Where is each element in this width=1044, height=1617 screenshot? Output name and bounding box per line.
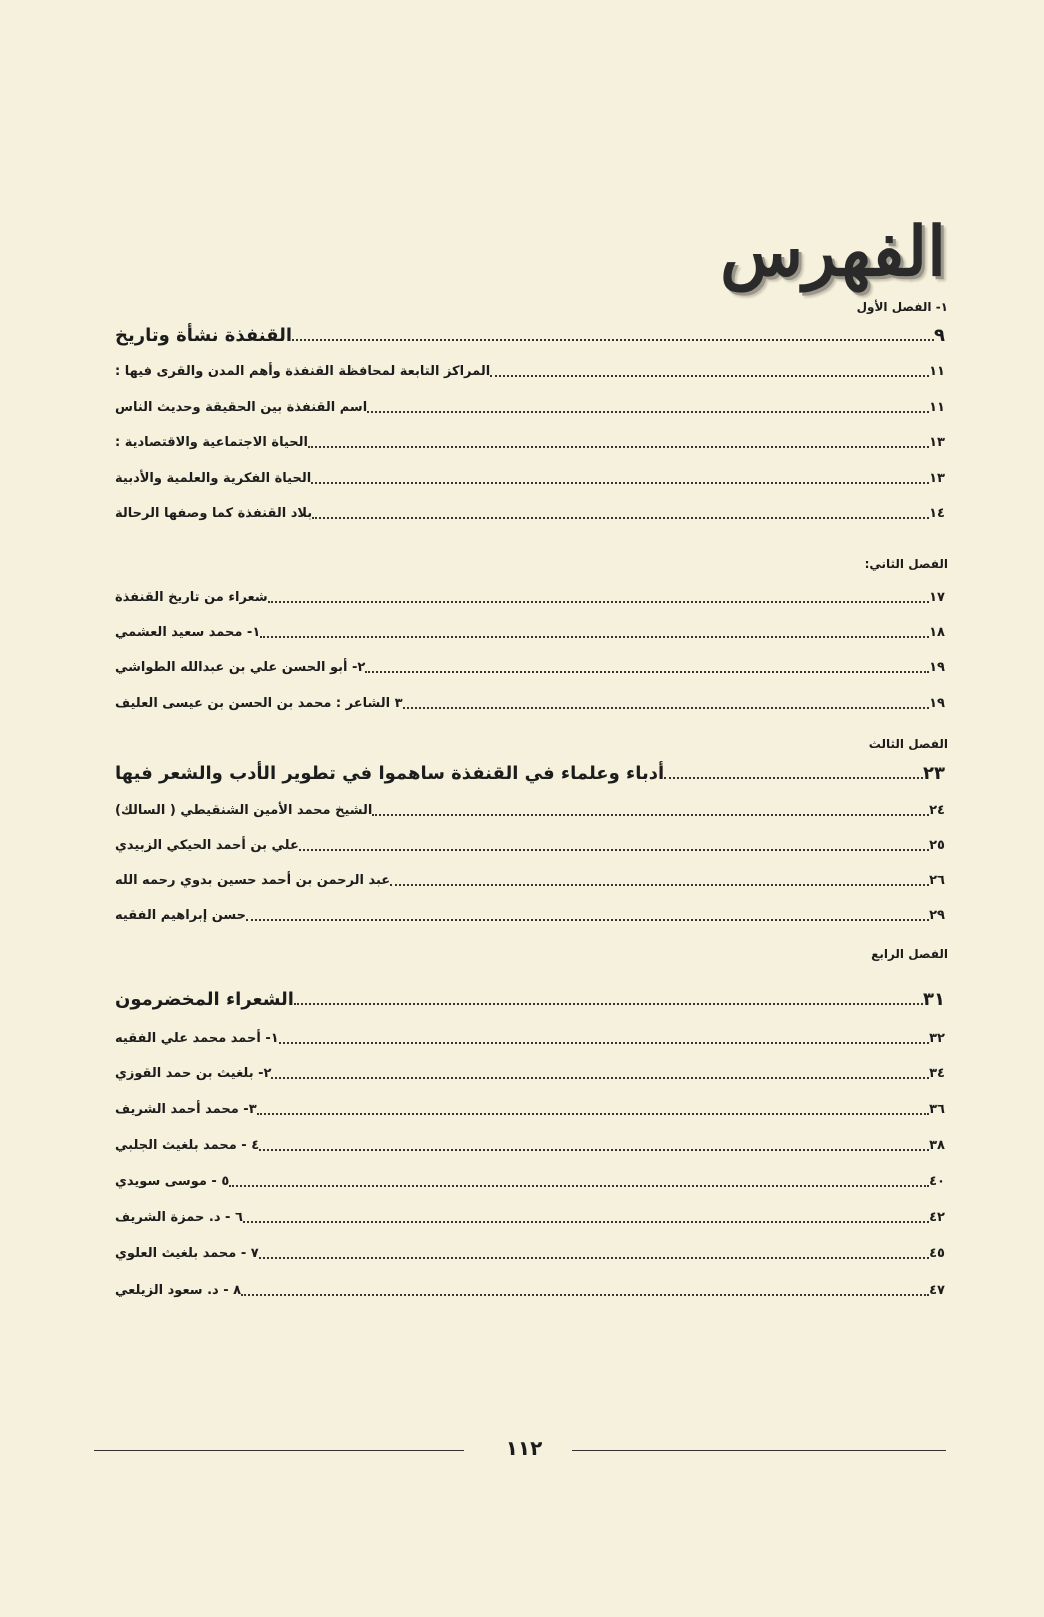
entry-page: ٤٢ bbox=[929, 1210, 945, 1225]
entry-page: ٣٢ bbox=[929, 1031, 945, 1046]
leader-dots bbox=[490, 375, 929, 377]
entry-title: أدباء وعلماء في القنفذة ساهموا في تطوير الأدب والشعر فيها bbox=[115, 763, 665, 784]
leader-dots bbox=[403, 707, 930, 709]
toc-entry bbox=[112, 1277, 948, 1301]
toc-entry bbox=[112, 1240, 948, 1264]
leader-dots bbox=[241, 1294, 929, 1296]
entry-page: ١٨ bbox=[929, 625, 945, 640]
entry-page: ١٧ bbox=[929, 590, 945, 605]
leader-dots bbox=[299, 849, 929, 851]
entry-page: ٢٤ bbox=[929, 803, 945, 818]
entry-title: ٢- بلغيث بن حمد القوزي bbox=[115, 1066, 272, 1081]
toc-entry-major bbox=[112, 760, 948, 784]
entry-page: ٤٥ bbox=[929, 1246, 945, 1261]
toc-entry bbox=[112, 358, 948, 382]
leader-dots bbox=[390, 884, 929, 886]
entry-title: الحياة الفكرية والعلمية والأدبية bbox=[115, 471, 312, 486]
entry-page: ٣١ bbox=[923, 989, 945, 1010]
leader-dots bbox=[246, 919, 929, 921]
entry-title: ٣ الشاعر : محمد بن الحسن بن عيسى العليف bbox=[115, 696, 403, 711]
chapter-heading-3: الفصل الثالث bbox=[868, 737, 948, 751]
leader-dots bbox=[243, 1221, 929, 1223]
toc-entry bbox=[112, 867, 948, 891]
leader-dots bbox=[365, 671, 929, 673]
entry-title: بلاد القنفذة كما وصفها الرحالة bbox=[115, 506, 313, 521]
toc-entry bbox=[112, 584, 948, 608]
leader-dots bbox=[268, 601, 929, 603]
toc-entry bbox=[112, 1132, 948, 1156]
toc-entry bbox=[112, 902, 948, 926]
leader-dots bbox=[257, 1113, 930, 1115]
leader-dots bbox=[259, 1257, 929, 1259]
entry-page: ١٩ bbox=[929, 660, 945, 675]
entry-page: ٤٧ bbox=[929, 1283, 945, 1298]
toc-entry bbox=[112, 1204, 948, 1228]
toc-entry bbox=[112, 1096, 948, 1120]
leader-dots bbox=[312, 517, 929, 519]
entry-page: ٣٦ bbox=[929, 1102, 945, 1117]
toc-entry bbox=[112, 500, 948, 524]
entry-title: الشعراء المخضرمون bbox=[115, 989, 294, 1010]
entry-title: ٥ - موسى سويدي bbox=[115, 1174, 230, 1189]
entry-title: ٦ - د. حمزة الشريف bbox=[115, 1210, 243, 1225]
leader-dots bbox=[259, 1149, 929, 1151]
toc-entry bbox=[112, 832, 948, 856]
page-number: ١١٢ bbox=[505, 1436, 543, 1460]
entry-title: عبد الرحمن بن أحمد حسين بدوي رحمه الله bbox=[115, 873, 391, 888]
entry-page: ٣٤ bbox=[929, 1066, 945, 1081]
entry-title: ١- محمد سعيد العشمي bbox=[115, 625, 261, 640]
leader-dots bbox=[260, 636, 929, 638]
entry-page: ١٣ bbox=[929, 471, 945, 486]
toc-entry bbox=[112, 1060, 948, 1084]
leader-dots bbox=[271, 1077, 929, 1079]
entry-title: علي بن أحمد الحيكي الزبيدي bbox=[115, 838, 299, 853]
entry-title: اسم القنفذة بين الحقيقة وحديث الناس bbox=[115, 400, 368, 415]
chapter-heading-2: الفصل الثاني: bbox=[864, 557, 948, 571]
leader-dots bbox=[292, 339, 934, 341]
entry-title: حسن إبراهيم الفقيه bbox=[115, 908, 246, 923]
entry-title: ١- أحمد محمد علي الفقيه bbox=[115, 1031, 279, 1046]
leader-dots bbox=[367, 411, 929, 413]
entry-title: الشيخ محمد الأمين الشنقيطي ( السالك) bbox=[115, 803, 373, 818]
leader-dots bbox=[308, 446, 929, 448]
leader-dots bbox=[664, 777, 923, 779]
entry-title: القنفذة نشأة وتاريخ bbox=[115, 325, 293, 346]
entry-page: ٢٣ bbox=[923, 763, 945, 784]
chapter-heading-4: الفصل الرابع bbox=[871, 947, 948, 961]
toc-entry bbox=[112, 1168, 948, 1192]
entry-title: شعراء من تاريخ القنفذة bbox=[115, 590, 268, 605]
toc-entry bbox=[112, 690, 948, 714]
entry-page: ٣٨ bbox=[929, 1138, 945, 1153]
entry-title: ٨ - د. سعود الزيلعي bbox=[115, 1283, 242, 1298]
toc-entry bbox=[112, 465, 948, 489]
toc-entry bbox=[112, 654, 948, 678]
leader-dots bbox=[279, 1042, 929, 1044]
entry-title: ٢- أبو الحسن علي بن عبدالله الطواشي bbox=[115, 660, 366, 675]
toc-entry-major bbox=[112, 986, 948, 1010]
chapter-heading-1: ١- الفصل الأول bbox=[856, 300, 948, 314]
page-title: الفهرس bbox=[720, 212, 946, 292]
footer-rule-right bbox=[572, 1450, 946, 1451]
toc-entry bbox=[112, 394, 948, 418]
footer-rule-left bbox=[94, 1450, 464, 1451]
toc-entry-major bbox=[112, 322, 948, 346]
toc-entry bbox=[112, 1025, 948, 1049]
leader-dots bbox=[229, 1185, 929, 1187]
toc-entry bbox=[112, 797, 948, 821]
entry-page: ١٣ bbox=[929, 435, 945, 450]
entry-page: ١١ bbox=[929, 400, 945, 415]
entry-page: ٢٥ bbox=[929, 838, 945, 853]
leader-dots bbox=[372, 814, 929, 816]
entry-page: ٢٦ bbox=[929, 873, 945, 888]
entry-title: الحياة الاجتماعية والاقتصادية : bbox=[115, 435, 308, 450]
entry-page: ١٤ bbox=[929, 506, 945, 521]
toc-entry bbox=[112, 429, 948, 453]
entry-title: ٤ - محمد بلغيث الجلبي bbox=[115, 1138, 260, 1153]
entry-page: ٤٠ bbox=[929, 1174, 945, 1189]
entry-title: ٣- محمد أحمد الشريف bbox=[115, 1102, 257, 1117]
entry-page: ١١ bbox=[929, 364, 945, 379]
leader-dots bbox=[311, 482, 929, 484]
leader-dots bbox=[294, 1003, 923, 1005]
entry-page: ٢٩ bbox=[929, 908, 945, 923]
entry-page: ١٩ bbox=[929, 696, 945, 711]
entry-title: ٧ - محمد بلغيث العلوي bbox=[115, 1246, 259, 1261]
entry-page: ٩ bbox=[934, 325, 945, 346]
toc-entry bbox=[112, 619, 948, 643]
entry-title: المراكز التابعة لمحافظة القنفذة وأهم المدن والقرى فيها : bbox=[115, 364, 491, 379]
